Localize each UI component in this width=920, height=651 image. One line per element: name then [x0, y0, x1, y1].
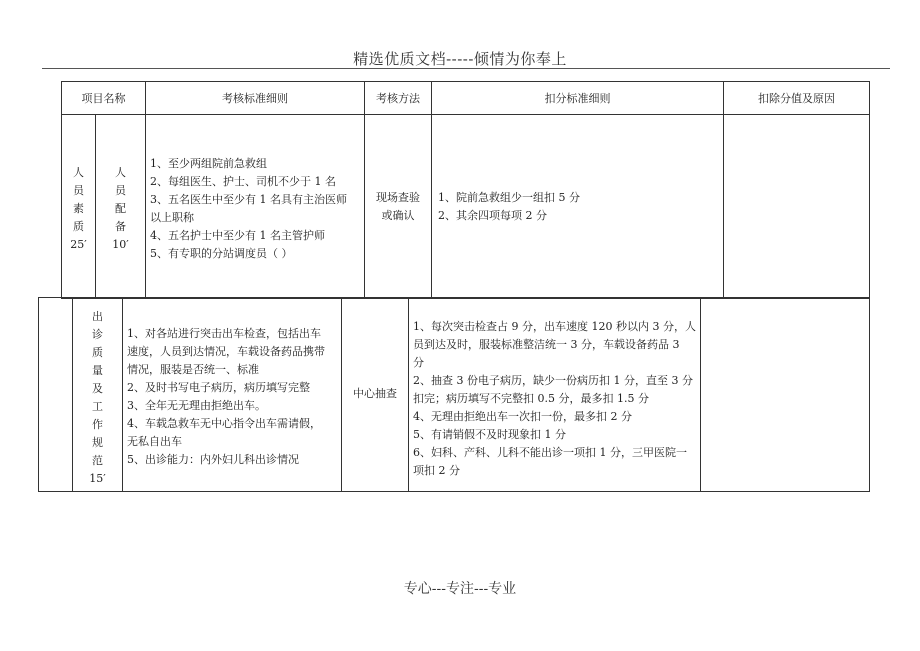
list-item: 4、无理由拒绝出车一次扣一份，最多扣 2 分 — [413, 410, 632, 423]
list-item: 1、至少两组院前急救组 — [150, 157, 267, 170]
subcategory-call-quality: 出 诊 质 量 及 工 作 规 范 15′ — [73, 308, 122, 488]
header-divider — [42, 68, 890, 69]
column-header-method: 考核方法 — [376, 92, 420, 105]
list-item: 3、五名医生中至少有 1 名具有主治医师 — [150, 193, 347, 206]
list-item: 2、抽查 3 份电子病历，缺少一份病历扣 1 分，直至 3 分 — [413, 374, 693, 387]
list-item: 情况，服装是否统一、标准 — [127, 363, 259, 376]
criteria-list-call-quality — [127, 325, 339, 469]
list-item: 3、全年无无理由拒绝出车。 — [127, 399, 266, 412]
list-item: 5、有请销假不及时现象扣 1 分 — [413, 428, 566, 441]
deduct-rules-call-quality — [413, 318, 698, 480]
list-item: 以上职称 — [150, 211, 194, 224]
column-header-item: 项目名称 — [81, 92, 126, 105]
method-spot-check: 中心抽查 — [353, 387, 397, 400]
page-header-title: 精选优质文档-----倾情为你奉上 — [353, 50, 567, 68]
list-item: 员到达及时，服装标准整洁统一 3 分，车载设备药品 3 — [413, 338, 680, 351]
subcategory-score: 10′ — [112, 238, 129, 251]
list-item: 2、每组医生、护士、司机不少于 1 名 — [150, 175, 336, 188]
list-item: 5、有专职的分站调度员（ ） — [150, 247, 293, 260]
column-header-criteria: 考核标准细则 — [222, 92, 288, 105]
page-footer-text: 专心---专注---专业 — [403, 581, 517, 597]
list-item: 速度，人员到达情况，车载设备药品携带 — [127, 345, 325, 358]
category-score: 25′ — [70, 238, 87, 251]
list-item: 4、五名护士中至少有 1 名主管护师 — [150, 229, 325, 242]
list-item: 2、其余四项每项 2 分 — [438, 209, 547, 222]
list-item: 6、妇科、产科、儿科不能出诊一项扣 1 分，三甲医院一 — [413, 446, 687, 459]
list-item: 4、车载急救车无中心指令出车需请假， — [127, 417, 321, 430]
list-item: 扣完；病历填写不完整扣 0.5 分，最多扣 1.5 分 — [413, 392, 649, 405]
column-header-deduct-rules: 扣分标准细则 — [544, 92, 611, 105]
list-item: 1、院前急救组少一组扣 5 分 — [438, 191, 580, 204]
list-item: 无私自出车 — [127, 435, 182, 448]
column-header-deduct-reason: 扣除分值及原因 — [758, 92, 835, 105]
subcategory-staffing: 人 员 配 备 10′ — [96, 164, 145, 254]
list-item: 项扣 2 分 — [413, 464, 460, 477]
method-onsite: 现场查验 或确认 — [376, 191, 420, 222]
deduct-rules-staffing — [438, 189, 718, 225]
category-personnel-quality: 人 员 素 质 25′ — [62, 164, 95, 254]
subcategory-score: 15′ — [89, 472, 106, 485]
list-item: 1、对各站进行突击出车检查，包括出车 — [127, 327, 321, 340]
list-item: 1、每次突击检查占 9 分，出车速度 120 秒以内 3 分，人 — [413, 320, 696, 333]
list-item: 2、及时书写电子病历，病历填写完整 — [127, 381, 310, 394]
list-item: 5、出诊能力：内外妇儿科出诊情况 — [127, 453, 299, 466]
criteria-list-staffing — [150, 155, 362, 263]
list-item: 分 — [413, 356, 424, 369]
